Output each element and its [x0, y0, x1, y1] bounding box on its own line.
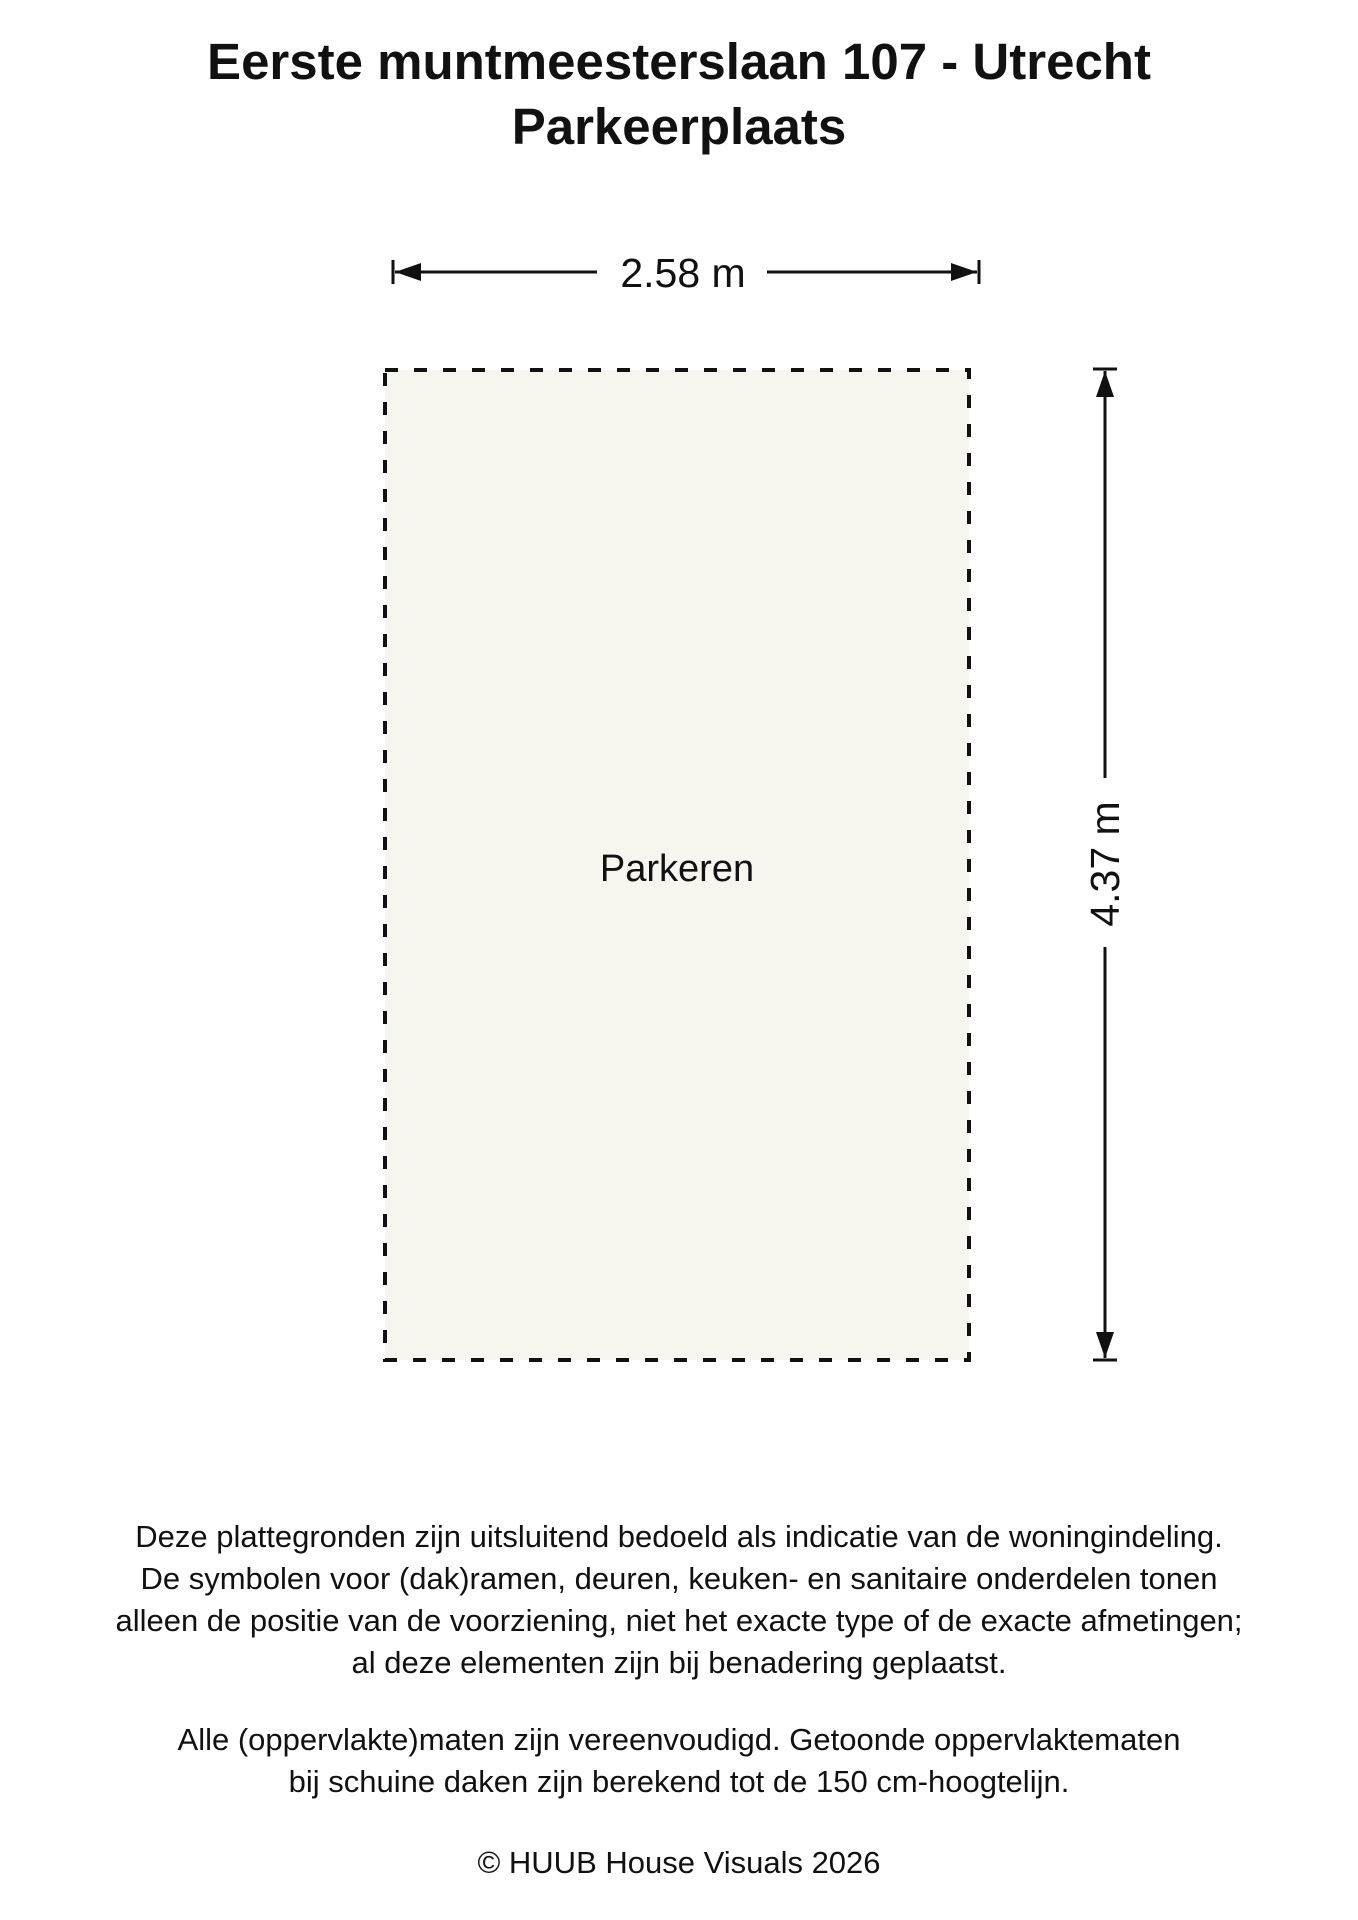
disclaimer-block-2 [0, 1719, 1358, 1803]
disclaimer-line: Alle (oppervlakte)maten zijn vereenvoudigd. Getoonde oppervlaktematen [177, 1722, 1181, 1757]
height-arrow-bottom [1096, 1332, 1114, 1358]
disclaimer-block-1 [0, 1516, 1358, 1684]
width-arrow-left [395, 263, 421, 281]
width-label: 2.58 m [620, 250, 746, 296]
width-dimension [393, 250, 979, 296]
height-label: 4.37 m [1082, 801, 1128, 927]
copyright-notice: © HUUB House Visuals 2026 [477, 1845, 881, 1880]
width-arrow-right [951, 263, 977, 281]
page-title: Eerste muntmeesterslaan 107 - Utrecht [207, 33, 1151, 90]
room-label: Parkeren [599, 848, 755, 890]
disclaimer-line: al deze elementen zijn bij benadering geplaatst. [351, 1645, 1007, 1680]
height-dimension [1082, 369, 1128, 1360]
disclaimer-line: Deze plattegronden zijn uitsluitend bedoeld als indicatie van de woningindeling. [135, 1519, 1223, 1554]
disclaimer-line: alleen de positie van de voorziening, niet het exacte type of de exacte afmetingen; [115, 1603, 1243, 1638]
disclaimer-line: De symbolen voor (dak)ramen, deuren, keuken- en sanitaire onderdelen tonen [140, 1561, 1218, 1596]
page-subtitle: Parkeerplaats [511, 98, 847, 155]
height-arrow-top [1096, 371, 1114, 397]
disclaimer-line: bij schuine daken zijn berekend tot de 150 cm-hoogtelijn. [288, 1764, 1070, 1799]
